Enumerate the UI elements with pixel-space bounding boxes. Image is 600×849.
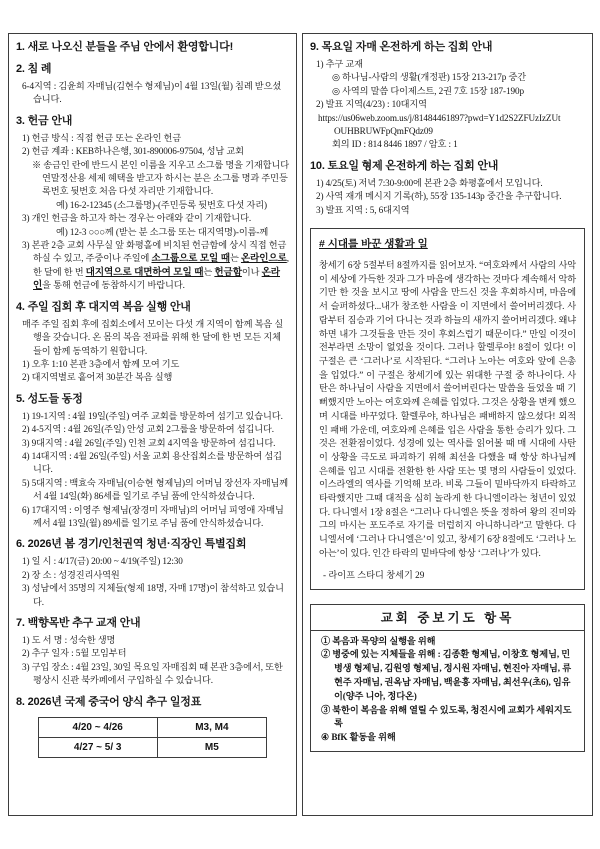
table-cell-lesson: M3, M4 xyxy=(157,717,267,737)
table-row xyxy=(38,717,266,737)
section-title: 3. 헌금 안내 xyxy=(16,114,73,127)
essay-box xyxy=(310,228,585,589)
text-line: ① 복음과 목양의 실행을 위해 xyxy=(321,635,436,646)
text-line: ④ BfK 활동을 위해 xyxy=(321,732,396,743)
text-segment: 을 통해 헌금에 동참하시기 바랍니다. xyxy=(42,280,185,291)
section-special-meeting xyxy=(16,537,289,609)
section-body xyxy=(310,177,585,217)
section-saints-news xyxy=(16,392,289,531)
text-segment: 는 xyxy=(229,253,241,264)
text-line: 1) 19-1지역 : 4월 19일(주일) 여주 교회를 방문하여 섬기고 있습니다. xyxy=(22,410,283,421)
text-line: OUHBRUWFpQmFQdz09 xyxy=(334,126,433,137)
text-line: 1) 헌금 방식 : 직접 헌금 또는 온라인 헌금 xyxy=(22,132,182,143)
text-segment-emphasis: 온라인으로 xyxy=(240,253,287,265)
text-line: 2) 헌금 계좌 : KEB하나은행, 301-890006-97504, 성남 교회 xyxy=(22,146,244,157)
section-offering xyxy=(16,114,289,293)
text-line: 3) 성남에서 35명의 지체들(형제 18명, 자매 17명)이 참석하고 있습니다. xyxy=(22,583,284,607)
section-title: 6. 2026년 봄 경기/인천권역 청년·직장인 특별집회 xyxy=(16,538,247,551)
table-cell-date: 4/20 ~ 4/26 xyxy=(38,717,157,737)
essay-body: 창세기 6장 5절부터 8절까지를 읽어보자. “여호와께서 사람의 사악이 세상에 가득한 것과 그가 마음에 생각하는 것마다 계속해서 악하기만 한 것을 보시고 땅에 사람을 만드신 것을 후회하시며, 마음에서 슬퍼하셨다...내가 창조한 사람을 이 지면에서 쓸어버리겠다. 사람부터 짐승과 기어 다니는 것과 하늘의 새까지 쓸어버리겠다. 왜냐하면 내가 그것들을 만든 것이 후회스럽기 때문이다.” 만일 이것이 전부라면 소망이 없었을 것이다. 그러나 할렐루야! 8절이 있다! 이 구절은 큰 ‘그러나’로 시작된다. “그러나 노아는 여호와 앞에 은총을 입었다.” 이 구절은 창세기에 있는 위대한 구절 중 하나이다. 사탄은 하나님이 사람을 지면에서 쓸어버린다는 말씀을 들었을 때 기뻐했지만 노아는 여호와께 은혜를 입었다. 그것은 상황을 변케 했으며 시대를 바꾸었다. 할렐루야, 하나님은 패배하지 않으셨다! 외적인 패배 가운데, 여호와께 은혜를 입은 사람을 통한 승리가 있다. 그것은 전환점이었다. 성경에 있는 역사를 읽어볼 때 매 시대에 사탄이 상황을 극도로 파괴하기 위해 최선을 다했을 때 항상 하나님께 은혜를 입고 시대를 전환한 한 사람 또는 몇 명의 사람들이 있었다. 이스라엘의 역사를 기억해 보라. 비록 그들이 밑바닥까지 타락하고 타락했지만 그때 대적을 심히 놀라게 한 다니엘이라는 청년이 있었다. 다니엘서 1장 8절은 “그러나 다니엘은 뜻을 정하여 왕의 진미와 그의 마시는 포도주로 자기를 더럽히지 아니하니라”고 말한다. 다니엘서에 ‘그러나 다니엘은’이 있고, 창세기 6장 8절에도 ‘그러나 노아는’이 있다. 인간 타락의 밑바닥에 항상 ‘그러나’가 있다. xyxy=(319,260,577,558)
text-line: 예) 16-2-12345 (소그룹명)-(주민등록 뒷번호 다섯 자리) xyxy=(56,199,268,210)
text-line: 예) 12-3 ○○○께 (받는 분 소그룹 또는 대지역명)-이름-께 xyxy=(56,226,269,237)
text-line: 회의 ID : 814 8446 1897 / 암호 : 1 xyxy=(332,139,458,150)
right-column xyxy=(302,33,593,816)
text-line: 3) 9대지역 : 4월 26일(주일) 인천 교회 4지역을 방문하여 섬깁니다. xyxy=(22,437,276,448)
prayer-title: 교회 중보기도 항목 xyxy=(311,605,584,631)
text-segment: 이나 xyxy=(241,266,262,277)
essay-title: # 시대를 바꾼 생활과 일 xyxy=(319,238,428,251)
section-gospel-practice xyxy=(16,300,289,385)
section-textbook-notice xyxy=(16,616,289,688)
text-line: ③ 북한이 복음을 위해 열릴 수 있도록, 청진시에 교회가 세워지도록 xyxy=(321,704,572,729)
text-segment: 는 xyxy=(203,266,215,277)
text-segment: , 한 달에 한 번 xyxy=(33,253,289,277)
table-row xyxy=(38,737,266,757)
section-title: 10. 토요일 형제 온전하게 하는 집회 안내 xyxy=(310,159,499,172)
essay-attribution: - 라이프 스타디 창세기 29 xyxy=(323,569,425,580)
text-line: 3) 발표 지역 : 5, 6대지역 xyxy=(316,204,410,215)
prayer-box xyxy=(310,604,585,752)
text-line xyxy=(16,239,289,293)
section-welcome xyxy=(16,40,289,55)
text-line: 1) 4/25(토) 저녁 7:30-9:00에 본관 2층 화평홀에서 모입니다. xyxy=(316,177,543,188)
text-line: 1) 일 시 : 4/17(금) 20:00 ~ 4/19(주일) 12:30 xyxy=(22,556,183,567)
left-column xyxy=(8,33,297,816)
section-body xyxy=(16,555,289,609)
text-line: 4) 14대지역 : 4월 26일(주일) 서울 교회 용산집회소를 방문하여 섬깁니다. xyxy=(22,450,282,475)
table-cell-date: 4/27 ~ 5/ 3 xyxy=(38,737,157,757)
section-title: 1. 새로 나오신 분들을 주님 안에서 환영합니다! xyxy=(16,41,234,53)
text-line: 2) 추구 일자 : 5월 모임부터 xyxy=(22,648,127,659)
section-saturday-brothers xyxy=(310,159,585,217)
text-segment-emphasis: 헌금함 xyxy=(214,266,242,278)
section-title: 4. 주일 집회 후 대지역 복음 실행 안내 xyxy=(16,300,191,313)
section-body xyxy=(310,58,585,152)
text-line: 2) 대지역별로 흩어져 30분간 복음 실행 xyxy=(22,372,173,383)
text-line: 6-4지역 : 김윤희 자매님(김현수 형제님)이 4월 13일(월) 침례 받으셨습니다. xyxy=(22,81,282,105)
text-line: 1) 도 서 명 : 성숙한 생명 xyxy=(22,635,116,645)
text-line: 2) 장 소 : 성경진리사역원 xyxy=(22,569,120,580)
text-line: 1) 오후 1:10 본관 3층에서 함께 모여 기도 xyxy=(22,358,180,369)
section-body xyxy=(16,318,289,385)
section-body xyxy=(16,634,289,688)
text-line: 1) 추구 교재 xyxy=(316,59,363,69)
text-segment-emphasis: 소그룹으로 모일 때 xyxy=(151,253,230,265)
text-line: 3) 개인 헌금을 하고자 하는 경우는 아래와 같이 기재합니다. xyxy=(22,213,252,224)
text-line: 5) 5대지역 : 백효숙 자매님(이승현 형제님)의 어머님 장선자 자매님께서 4월 14일(화) 86세를 일기로 주님 품에 안식하셨습니다. xyxy=(22,477,289,502)
section-title: 2. 침 례 xyxy=(16,63,52,75)
section-title: 8. 2026년 국제 중국어 양식 추구 일정표 xyxy=(16,695,202,708)
text-segment-emphasis: 온라인 xyxy=(33,266,280,292)
section-title: 9. 목요일 자매 온전하게 하는 집회 안내 xyxy=(310,41,493,53)
text-segment: 3) 본관 2층 교회 사무실 앞 화평홀에 비치된 헌금함에 상시 직접 헌금하실 수 있고, 주중이나 주일에 xyxy=(22,240,287,264)
schedule-table xyxy=(38,717,267,758)
section-title: 7. 백향목반 추구 교재 안내 xyxy=(16,617,141,629)
table-cell-lesson: M5 xyxy=(157,737,267,757)
text-line: https://us06web.zoom.us/j/81484461897?pwd=Y1d2S2ZFUzIzZUt xyxy=(318,112,561,123)
text-line: 매주 주일 집회 후에 집회소에서 모이는 다섯 개 지역이 함께 복음 실행을 갖습니다. 온 몸의 복음 전파를 위해 한 달에 한 번 모든 지체들이 함께 동역하기 원합니다. xyxy=(22,318,284,356)
text-line: 2) 4-5지역 : 4월 26일(주일) 안성 교회 2그룹을 방문하여 섬깁니다. xyxy=(22,424,274,435)
text-line: ◎ 하나님-사람의 생활(개정판) 15장 213-217p 중간 xyxy=(332,72,527,83)
section-body xyxy=(16,132,289,239)
text-line: ※ 송금인 란에 반드시 본인 이름을 지우고 소그룹 명을 기재합니다 연말정산용 세제 혜택을 받고자 하시는 분은 소그룹 명과 주민등록번호 뒷번호 처음 다섯 자리만 기재합니다. xyxy=(32,159,290,197)
section-body xyxy=(16,410,289,531)
section-title: 5. 성도들 동정 xyxy=(16,392,83,405)
section-chinese-schedule xyxy=(16,695,289,758)
text-line: 2) 사역 재개 메시지 기록(하), 55장 135-143p 중간을 추구합니다. xyxy=(316,191,562,202)
section-thursday-sisters xyxy=(310,40,585,152)
text-line: ◎ 사역의 말씀 다이제스트, 2권 7호 15장 187-190p xyxy=(332,85,524,96)
section-baptism xyxy=(16,62,289,107)
text-line: 6) 17대지역 : 이영주 형제님(장경미 자매님)의 어머님 피영애 자매님께서 4월 13일(월) 89세를 일기로 주님 품에 안식하셨습니다. xyxy=(22,504,284,528)
text-line: ② 병중에 있는 지체들을 위해 : 김종환 형제님, 이창호 형제님, 민병생 형제님, 김원영 형제님, 정시원 자매님, 현진아 자매님, 류현주 자매님, 권옥남 자매님, 백윤홍 자매님, 최선우(초6), 임유이(양주 니아, 정다온) xyxy=(321,649,571,701)
text-line: 2) 발표 지역(4/23) : 10대지역 xyxy=(316,99,427,110)
section-body xyxy=(16,80,289,107)
prayer-items xyxy=(311,631,584,751)
text-segment-emphasis: 대지역으로 대면하여 모일 때 xyxy=(85,266,204,278)
text-line: 3) 구입 장소 : 4월 23일, 30일 목요일 자매집회 때 본관 3층에서, 또한 평상시 신관 북카페에서 구입하실 수 있습니다. xyxy=(22,661,283,686)
